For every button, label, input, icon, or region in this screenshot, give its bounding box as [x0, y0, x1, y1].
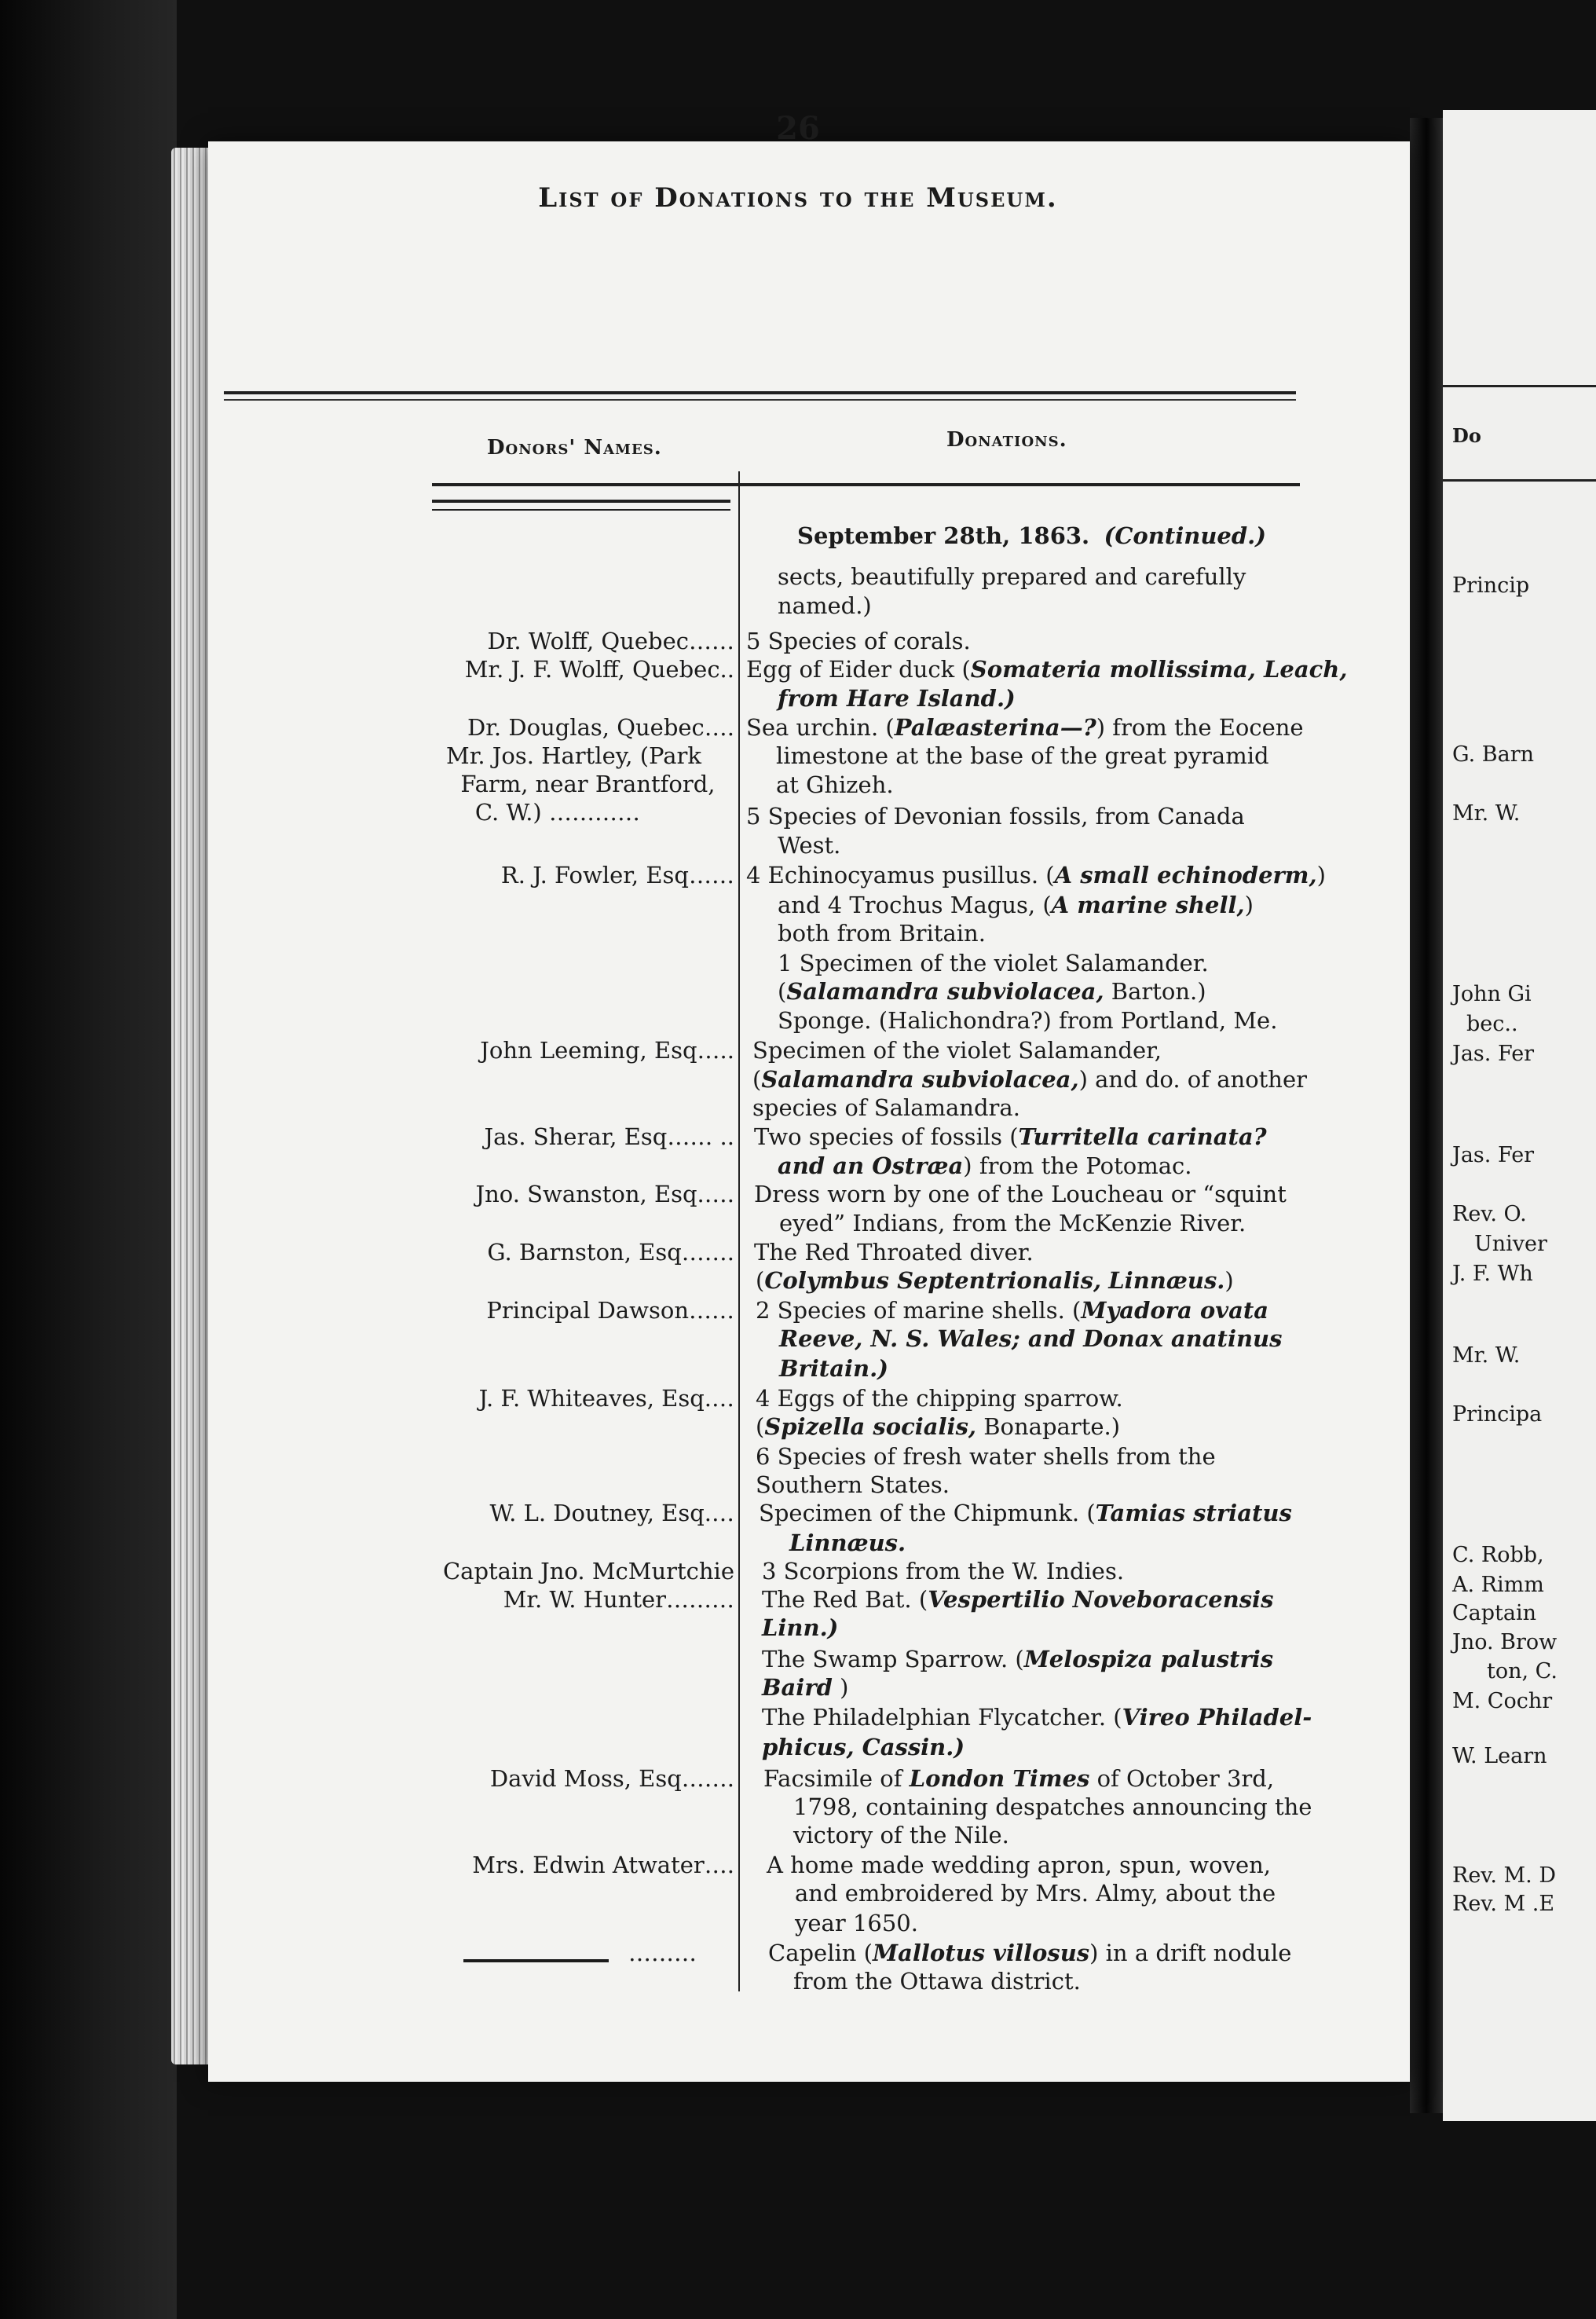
donation-line: (Colymbus Septentrionalis, Linnæus.) — [756, 1267, 1234, 1294]
facing-text: W. Learn — [1452, 1744, 1547, 1768]
donor-name: ……… — [628, 1940, 697, 1966]
facing-text: Jas. Fer — [1452, 1042, 1535, 1066]
donation-line: 3 Scorpions from the W. Indies. — [762, 1558, 1125, 1584]
facing-text: ton, C. — [1487, 1659, 1558, 1683]
donation-line: and 4 Trochus Magus, (A marine shell,) — [778, 892, 1254, 918]
donor-name: Jno. Swanston, Esq.…. — [475, 1181, 734, 1207]
column-divider — [738, 471, 740, 1991]
donation-line: from Hare Island.) — [778, 685, 1016, 712]
donation-line: from the Ottawa district. — [793, 1968, 1081, 1995]
page-title: List of Donations to the Museum. — [538, 182, 1058, 214]
donor-name: John Leeming, Esq….. — [480, 1037, 734, 1064]
donation-line: Baird ) — [762, 1674, 849, 1701]
donation-line: 4 Echinocyamus pusillus. (A small echinoderm,) — [746, 862, 1326, 888]
donation-line: victory of the Nile. — [793, 1822, 1009, 1848]
donation-line: phicus, Cassin.) — [762, 1734, 965, 1760]
header-rule-top — [224, 391, 1296, 394]
facing-text: Rev. O. — [1452, 1202, 1527, 1226]
donor-name: Mr. J. F. Wolff, Quebec.. — [464, 656, 734, 683]
dash-rule — [463, 1959, 609, 1962]
donation-line: at Ghizeh. — [776, 771, 894, 798]
donation-line: and an Ostræa) from the Potomac. — [778, 1152, 1192, 1179]
facing-text: Captain — [1452, 1601, 1537, 1625]
book-gutter — [1410, 118, 1443, 2113]
facing-text: Jno. Brow — [1452, 1630, 1558, 1654]
donation-line: A home made wedding apron, spun, woven, — [767, 1852, 1272, 1878]
facing-text: Rev. M .E — [1452, 1892, 1555, 1916]
donor-name: R. J. Fowler, Esq…… — [500, 862, 734, 888]
facing-page — [1443, 110, 1596, 2121]
donation-line: species of Salamandra. — [752, 1094, 1020, 1121]
facing-text: Univer — [1474, 1232, 1547, 1256]
facing-text: Princip — [1452, 573, 1530, 598]
donor-name: Jas. Sherar, Esq…… .. — [484, 1123, 734, 1150]
donation-line: Reeve, N. S. Wales; and Donax anatinus — [779, 1325, 1283, 1352]
page-number: 26 — [776, 110, 820, 147]
donation-line: eyed” Indians, from the McKenzie River. — [779, 1210, 1246, 1236]
facing-text: C. Robb, — [1452, 1543, 1544, 1567]
donation-line: Specimen of the violet Salamander, — [752, 1037, 1162, 1064]
donation-line: (Salamandra subviolacea,) and do. of another — [752, 1066, 1308, 1093]
donations-column-header: Donations. — [946, 428, 1067, 452]
donation-line: Sponge. (Halichondra?) from Portland, Me. — [778, 1007, 1278, 1034]
header-rule-right — [432, 483, 1300, 486]
donor-name: Dr. Douglas, Quebec…. — [467, 714, 734, 741]
donation-line: 4 Eggs of the chipping sparrow. — [756, 1385, 1123, 1412]
donor-name: Dr. Wolff, Quebec…… — [487, 628, 734, 654]
donor-name: W. L. Doutney, Esq.… — [489, 1500, 734, 1526]
facing-text: A. Rimm — [1452, 1573, 1544, 1597]
donation-line: limestone at the base of the great pyramid — [776, 742, 1269, 769]
donation-line: Britain.) — [779, 1355, 888, 1382]
donation-line: 1798, containing despatches announcing the — [793, 1793, 1312, 1820]
donation-line: (Spizella socialis, Bonaparte.) — [756, 1413, 1121, 1440]
donation-line: Linn.) — [762, 1614, 839, 1641]
donation-line: Facsimile of London Times of October 3rd, — [763, 1765, 1275, 1792]
donation-line: The Swamp Sparrow. (Melospiza palustris — [762, 1646, 1274, 1672]
donation-line: year 1650. — [795, 1910, 918, 1936]
facing-text: G. Barn — [1452, 742, 1535, 767]
donation-line: Egg of Eider duck (Somateria mollissima, Leach, — [746, 656, 1348, 683]
header-rule-left — [432, 500, 730, 503]
donation-line: The Red Bat. (Vespertilio Noveboracensis — [762, 1586, 1274, 1613]
donation-line: Linnæus. — [789, 1530, 906, 1556]
header-rule-top-thin — [224, 399, 1296, 401]
donor-name: Captain Jno. McMurtchie — [442, 1558, 734, 1584]
facing-header: Do — [1452, 424, 1481, 447]
donation-line: The Red Throated diver. — [754, 1239, 1034, 1266]
donation-line: named.) — [778, 592, 872, 619]
donation-line: and embroidered by Mrs. Almy, about the — [795, 1880, 1276, 1907]
donation-line: 6 Species of fresh water shells from the — [756, 1443, 1216, 1470]
facing-text: Rev. M. D — [1452, 1863, 1556, 1888]
donation-line: 1 Specimen of the violet Salamander. — [778, 950, 1209, 976]
donation-line: Dress worn by one of the Loucheau or “squint — [754, 1181, 1287, 1207]
donation-line: Southern States. — [756, 1471, 950, 1498]
donation-line: Specimen of the Chipmunk. (Tamias striatus — [759, 1500, 1292, 1526]
donation-line: sects, beautifully prepared and carefully — [778, 563, 1246, 590]
donor-name: Mr. Jos. Hartley, (Park Farm, near Brantford, C. W.) ………… — [446, 742, 716, 826]
donor-name: J. F. Whiteaves, Esq.… — [478, 1385, 734, 1412]
donor-name: Mr. W. Hunter……… — [503, 1586, 734, 1613]
facing-text: Principa — [1452, 1402, 1543, 1427]
donation-line: Sea urchin. (Palæasterina—?) from the Eocene — [746, 714, 1304, 741]
facing-text: Mr. W. — [1452, 1343, 1521, 1368]
donor-name: Principal Dawson…… — [486, 1297, 734, 1324]
donation-line: 5 Species of corals. — [746, 628, 971, 654]
facing-text: Jas. Fer — [1452, 1143, 1535, 1167]
facing-text: bec.. — [1466, 1012, 1518, 1036]
donation-line: The Philadelphian Flycatcher. (Vireo Philadel- — [762, 1704, 1312, 1731]
facing-text: Mr. W. — [1452, 801, 1521, 826]
donation-line: both from Britain. — [778, 920, 986, 947]
donation-line: (Salamandra subviolacea, Barton.) — [778, 978, 1206, 1005]
donor-name: G. Barnston, Esq……. — [487, 1239, 734, 1266]
date-heading: September 28th, 1863. (Continued.) — [797, 522, 1266, 549]
dark-background — [0, 0, 177, 2319]
donors-column-header: Donors' Names. — [487, 436, 662, 460]
facing-text: John Gi — [1452, 982, 1532, 1006]
donation-line: Two species of fossils (Turritella carinata? — [754, 1123, 1267, 1150]
donation-line: Capelin (Mallotus villosus) in a drift nodule — [768, 1940, 1292, 1966]
facing-text: J. F. Wh — [1452, 1262, 1533, 1286]
donation-line: 2 Species of marine shells. (Myadora ovata — [756, 1297, 1269, 1324]
donor-name: David Moss, Esq……. — [489, 1765, 734, 1792]
donation-line: 5 Species of Devonian fossils, from Canada — [746, 803, 1245, 830]
donor-name: Mrs. Edwin Atwater…. — [472, 1852, 734, 1878]
donation-line: West. — [778, 832, 841, 859]
facing-text: M. Cochr — [1452, 1689, 1553, 1713]
